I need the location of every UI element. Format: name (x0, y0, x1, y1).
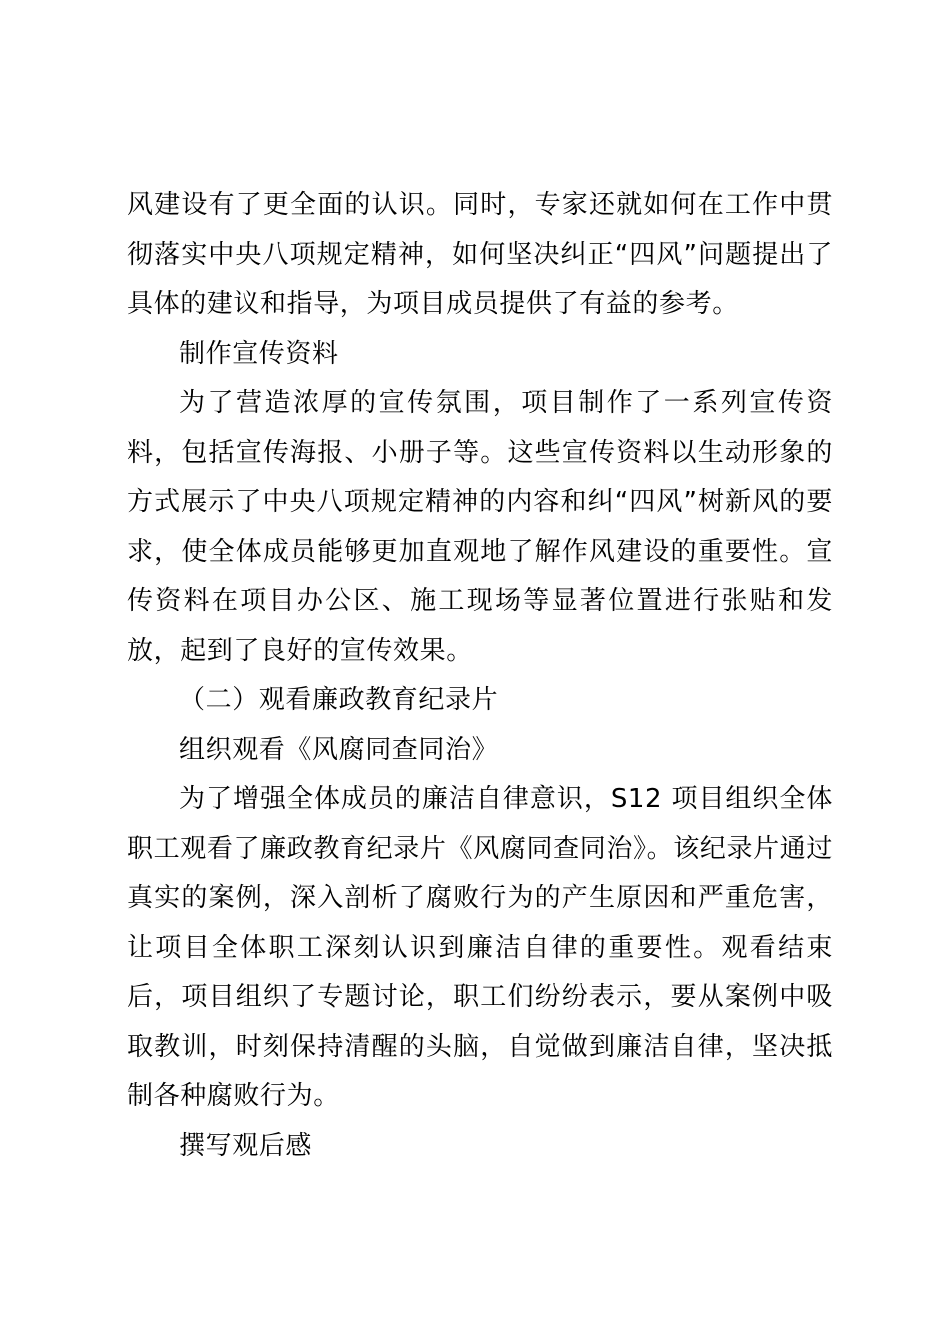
subheading-write-reflection: 撰写观后感 (179, 1130, 313, 1161)
paragraph-continuation: 风建设有了更全面的认识。同时，专家还就如何在工作中贯彻落实中央八项规定精神，如何坚决纠正“四风”问题提出了具体的建议和指导，为项目成员提供了有益的参考。 (127, 190, 833, 319)
subheading-watch-documentary: 组织观看《风腐同查同治》 (179, 734, 499, 765)
section-heading-promo-materials: 制作宣传资料 (179, 338, 339, 369)
paragraph-documentary: 为了增强全体成员的廉洁自律意识，S12 项目组织全体职工观看了廉政教育纪录片《风腐同查同治》。该纪录片通过真实的案例，深入剖析了腐败行为的产生原因和严重危害，让项目全体职工深刻认识到廉洁自律的重要性。观看结束后，项目组织了专题讨论，职工们纷纷表示，要从案例中吸取教训，时刻保持清醒的头脑，自觉做到廉洁自律，坚决抵制各种腐败行为。 (127, 784, 833, 1111)
section-heading-documentary: （二）观看廉政教育纪录片 (179, 685, 499, 715)
paragraph-promo-materials: 为了营造浓厚的宣传氛围，项目制作了一系列宣传资料，包括宣传海报、小册子等。这些宣传资料以生动形象的方式展示了中央八项规定精神的内容和纠“四风”树新风的要求，使全体成员能够更加直观地了解作风建设的重要性。宣传资料在项目办公区、施工现场等显著位置进行张贴和发放，起到了良好的宣传效果。 (127, 388, 833, 666)
document-body (127, 181, 833, 1171)
